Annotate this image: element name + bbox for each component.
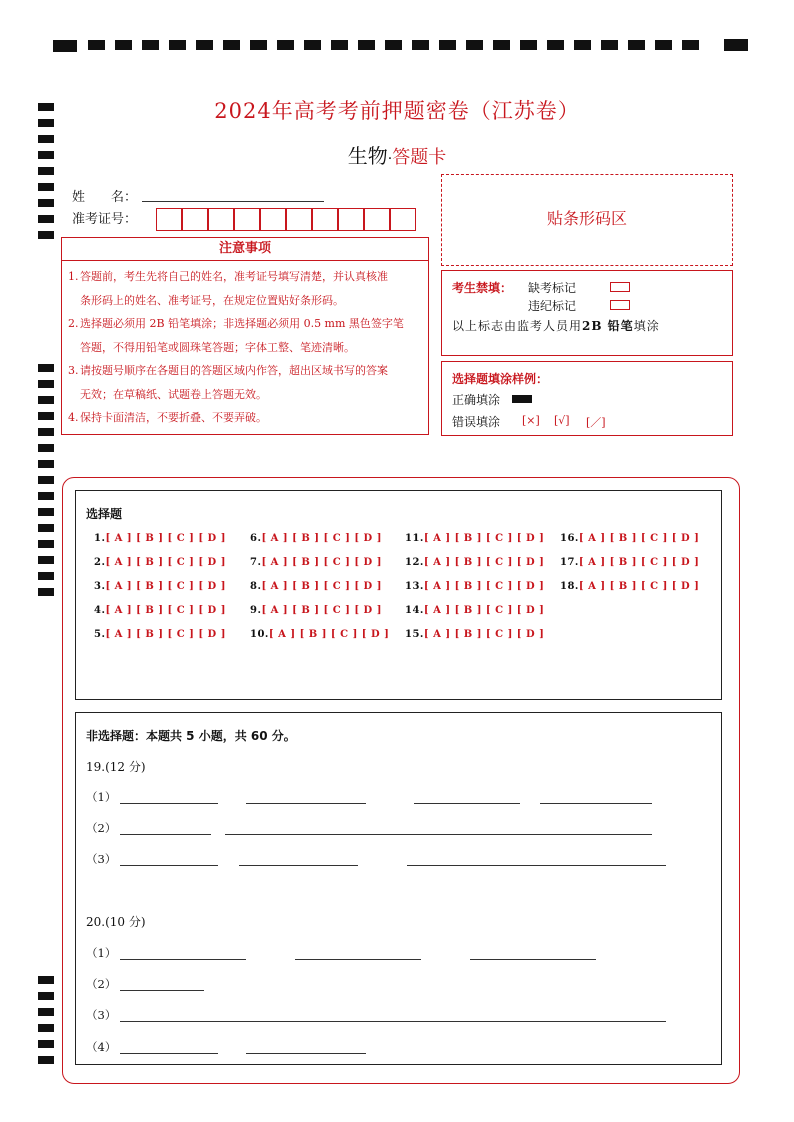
timing-mark [682,40,699,50]
q20-part-4-label: （4） [86,1040,117,1054]
answer-line[interactable] [239,865,358,866]
id-digit-box[interactable] [260,208,286,231]
absent-label: 缺考标记 [528,281,577,295]
answer-line[interactable] [120,834,211,835]
id-digit-box[interactable] [156,208,182,231]
correct-fill-label: 正确填涂 [452,393,501,407]
correct-fill-mark [512,395,532,403]
timing-mark [358,40,375,50]
id-digit-box[interactable] [286,208,312,231]
timing-mark [38,231,54,239]
timing-mark [304,40,321,50]
mc-section-title: 选择题 [86,507,123,521]
notice-item-cont: 无效；在草稿纸、试题卷上答题无效。 [80,387,267,401]
q19-part-1-label: （1） [86,790,117,804]
mc-question[interactable]: 4.[ A ] [ B ] [ C ] [ D ] [94,605,226,616]
q19-part-2-label: （2） [86,821,117,835]
multiple-choice-section [75,490,722,700]
barcode-label: 贴条形码区 [546,209,627,228]
wrong-fill-label: 错误填涂 [452,415,501,429]
timing-mark [724,39,748,51]
timing-mark [38,492,54,500]
timing-mark [412,40,429,50]
subject-separator: · [387,151,393,167]
violation-mark-box[interactable] [610,300,630,310]
timing-mark [38,992,54,1000]
mc-question[interactable]: 15.[ A ] [ B ] [ C ] [ D ] [405,629,545,640]
wrong-mark-check: [√] [554,414,570,427]
notice-item: 3. 请按题号顺序在各题目的答题区域内作答，超出区域书写的答案 [68,364,388,377]
timing-mark [38,1008,54,1016]
examiner-only-title: 考生禁填： [452,281,513,295]
wrong-mark-x: [×] [522,414,540,427]
answer-line[interactable] [120,1021,666,1022]
timing-mark [38,572,54,580]
timing-mark [38,1040,54,1048]
id-digit-box[interactable] [208,208,234,231]
timing-mark [88,40,105,50]
id-label: 准考证号： [72,212,138,227]
q20-label: 20.(10 分) [86,915,146,929]
nc-section-title: 非选择题：本题共 5 小题，共 60 分。 [86,729,296,743]
timing-mark [38,396,54,404]
id-digit-box[interactable] [338,208,364,231]
answer-line[interactable] [246,1053,366,1054]
notice-title: 注意事项 [62,238,428,261]
answer-line[interactable] [407,865,666,866]
mc-question[interactable]: 6.[ A ] [ B ] [ C ] [ D ] [250,533,382,544]
timing-mark [655,40,672,50]
answer-line[interactable] [540,803,652,804]
mc-question[interactable]: 18.[ A ] [ B ] [ C ] [ D ] [560,581,700,592]
timing-mark [466,40,483,50]
timing-mark [520,40,537,50]
mc-question[interactable]: 7.[ A ] [ B ] [ C ] [ D ] [250,557,382,568]
timing-mark [53,40,77,52]
timing-mark [38,364,54,372]
name-label: 姓 名： [72,190,138,205]
absent-mark-box[interactable] [610,282,630,292]
notice-item-cont: 答题，不得用铅笔或圆珠笔答题；字体工整、笔迹清晰。 [80,340,355,354]
timing-mark [277,40,294,50]
notice-item: 2. 选择题必须用 2B 铅笔填涂；非选择题必须用 0.5 mm 黑色签字笔 [68,317,404,330]
answer-line[interactable] [225,834,652,835]
timing-mark [115,40,132,50]
timing-mark [38,380,54,388]
mc-question[interactable]: 2.[ A ] [ B ] [ C ] [ D ] [94,557,226,568]
timing-mark [574,40,591,50]
timing-mark [38,556,54,564]
mc-question[interactable]: 10.[ A ] [ B ] [ C ] [ D ] [250,629,390,640]
timing-mark [223,40,240,50]
q20-part-1-label: （1） [86,946,117,960]
timing-mark [547,40,564,50]
timing-mark [38,183,54,191]
timing-mark [493,40,510,50]
answer-line[interactable] [414,803,520,804]
timing-mark [628,40,645,50]
answer-line[interactable] [295,959,421,960]
notice-item: 1. 答题前，考生先将自己的姓名，准考证号填写清楚，并认真核准 [68,270,388,283]
answer-line[interactable] [246,803,366,804]
mc-question[interactable]: 1.[ A ] [ B ] [ C ] [ D ] [94,533,226,544]
q19-part-3-label: （3） [86,852,117,866]
mc-question[interactable]: 14.[ A ] [ B ] [ C ] [ D ] [405,605,545,616]
mc-question[interactable]: 13.[ A ] [ B ] [ C ] [ D ] [405,581,545,592]
mc-question[interactable]: 9.[ A ] [ B ] [ C ] [ D ] [250,605,382,616]
q20-part-3-label: （3） [86,1008,117,1022]
notice-item-cont: 条形码上的姓名、准考证号，在规定位置贴好条形码。 [80,293,344,307]
id-digit-box[interactable] [312,208,338,231]
timing-mark [38,428,54,436]
mc-question[interactable]: 11.[ A ] [ B ] [ C ] [ D ] [405,533,545,544]
barcode-area [441,174,733,266]
answer-line[interactable] [120,959,246,960]
fill-sample-title: 选择题填涂样例： [452,372,549,386]
wrong-mark-slash: [／] [586,416,606,429]
q20-part-2-label: （2） [86,977,117,991]
timing-mark [38,508,54,516]
examiner-only-panel [441,270,733,356]
timing-mark [38,412,54,420]
timing-mark [439,40,456,50]
answer-card-label: 答题卡 [392,147,447,168]
mc-question[interactable]: 12.[ A ] [ B ] [ C ] [ D ] [405,557,545,568]
answer-line[interactable] [470,959,596,960]
timing-mark [38,444,54,452]
timing-mark [38,1056,54,1064]
timing-mark [169,40,186,50]
timing-mark [38,215,54,223]
q19-label: 19.(12 分) [86,760,146,774]
timing-mark [331,40,348,50]
mc-question[interactable]: 16.[ A ] [ B ] [ C ] [ D ] [560,533,700,544]
answer-line[interactable] [120,865,218,866]
id-digit-box[interactable] [364,208,390,231]
timing-mark [38,476,54,484]
timing-mark [196,40,213,50]
timing-mark [38,460,54,468]
id-digit-box[interactable] [234,208,260,231]
page-title: 2024年高考考前押题密卷（江苏卷） [214,99,580,123]
timing-mark [38,976,54,984]
id-digit-box[interactable] [390,208,416,231]
subject-label: 生物 [347,144,388,168]
notice-panel [61,237,429,435]
notice-item: 4. 保持卡面清洁，不要折叠、不要弄破。 [68,411,267,424]
timing-mark [385,40,402,50]
mc-question[interactable]: 5.[ A ] [ B ] [ C ] [ D ] [94,629,226,640]
timing-mark [38,199,54,207]
answer-line[interactable] [120,990,204,991]
name-field[interactable] [142,201,324,202]
answer-line[interactable] [120,1053,218,1054]
timing-mark [38,588,54,596]
id-digit-box[interactable] [182,208,208,231]
timing-mark [250,40,267,50]
non-choice-section [75,712,722,1065]
mc-question[interactable]: 8.[ A ] [ B ] [ C ] [ D ] [250,581,382,592]
subject-header [0,140,794,169]
examiner-note: 以上标志由监考人员用2B 铅笔填涂 [452,319,660,333]
timing-mark [142,40,159,50]
timing-mark [38,524,54,532]
mc-question[interactable]: 17.[ A ] [ B ] [ C ] [ D ] [560,557,700,568]
answer-line[interactable] [120,803,218,804]
mc-question[interactable]: 3.[ A ] [ B ] [ C ] [ D ] [94,581,226,592]
violation-label: 违纪标记 [528,299,577,313]
timing-mark [38,540,54,548]
timing-mark [601,40,618,50]
fill-sample-panel [441,361,733,436]
timing-mark [38,1024,54,1032]
